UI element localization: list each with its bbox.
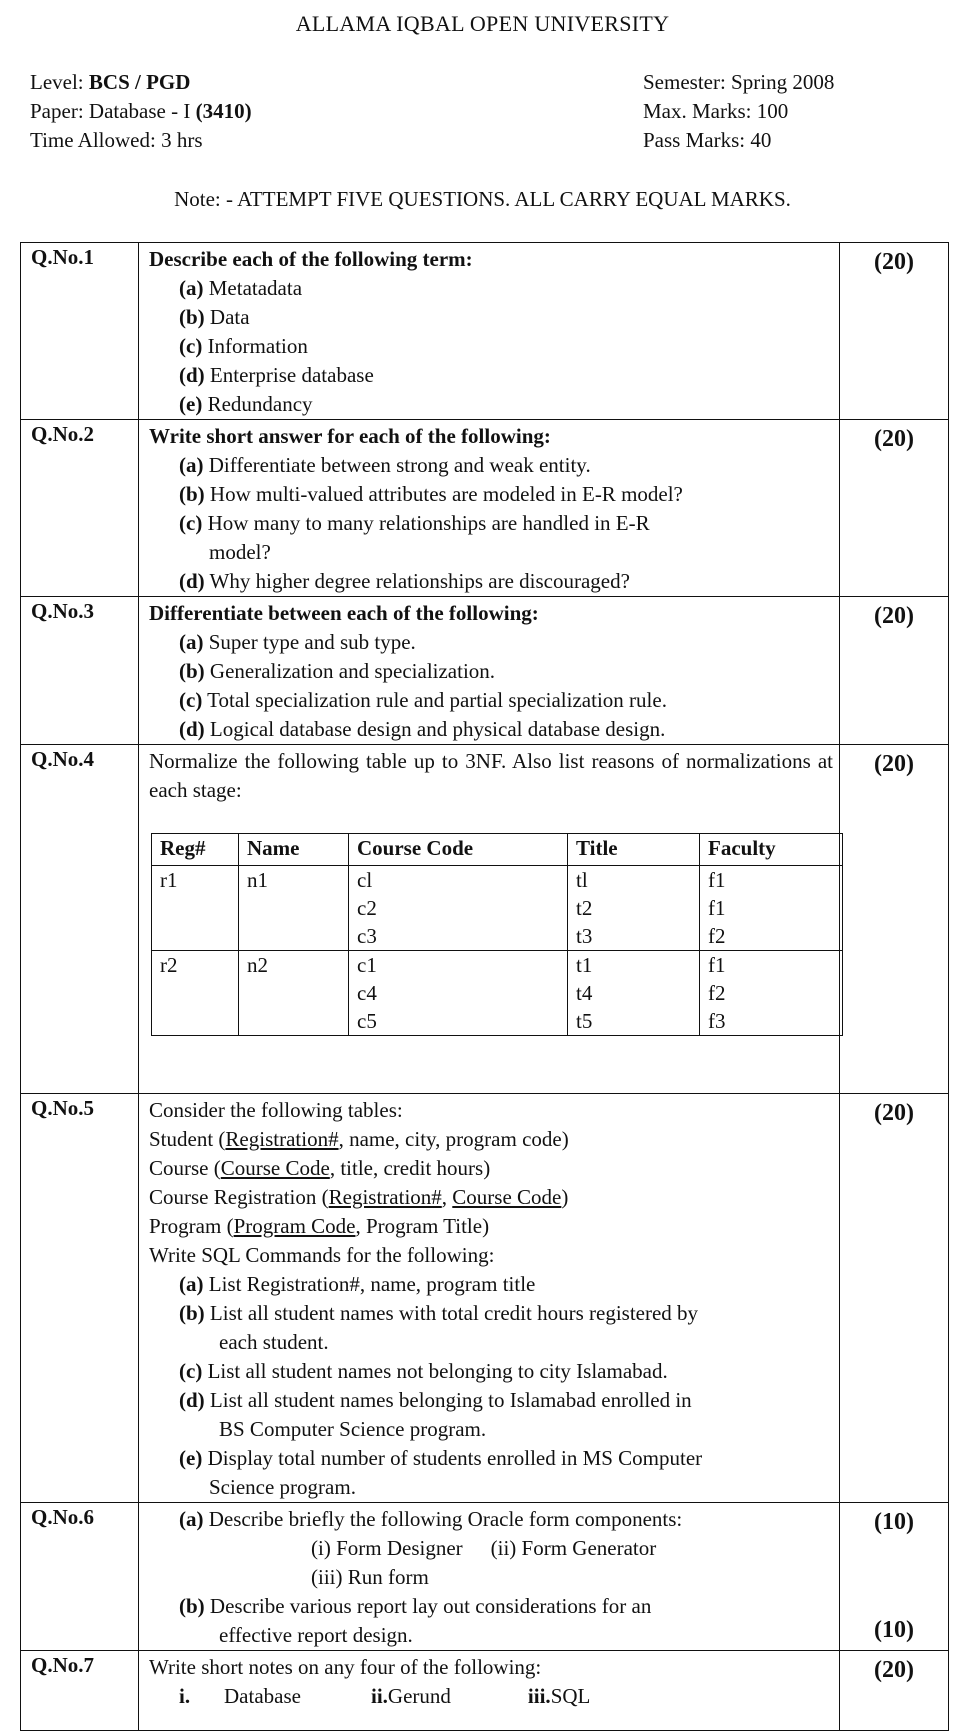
column-header: Name <box>239 834 349 866</box>
table-cell: n2 <box>239 951 349 980</box>
table-cell: f3 <box>700 1007 843 1036</box>
table-cell <box>239 894 349 922</box>
table-cell: f2 <box>700 979 843 1007</box>
question-number: Q.No.1 <box>21 243 139 420</box>
table-cell: t1 <box>568 951 700 980</box>
table-row <box>152 979 843 1007</box>
level-line: Level: BCS / PGD <box>30 70 191 94</box>
question-row-3 <box>21 597 949 745</box>
marks-part-a: (10) <box>874 1509 914 1535</box>
notes-options <box>149 1682 839 1711</box>
question-marks: (20) <box>840 1651 949 1731</box>
exam-meta-left <box>30 68 252 155</box>
paper-line: Paper: Database - I (3410) <box>30 99 252 123</box>
question-marks: (20) <box>840 597 949 745</box>
table-header-row <box>152 834 843 866</box>
marks-part-b: (10) <box>874 1617 914 1643</box>
semester-line: Semester: Spring 2008 <box>643 70 835 94</box>
table-cell: r1 <box>152 866 239 895</box>
column-header: Course Code <box>349 834 568 866</box>
option-text: Database <box>224 1684 301 1708</box>
question-body <box>139 1094 840 1503</box>
list-item-continuation: model? <box>209 540 271 564</box>
sub-items: (i) Form Designer (ii) Form Generator <box>311 1536 657 1560</box>
question-number: Q.No.4 <box>21 745 139 1094</box>
table-cell: c1 <box>349 951 568 980</box>
list-item: (c) List all student names not belonging to city Islamabad. <box>179 1359 668 1383</box>
list-item: (d) List all student names belonging to Islamabad enrolled in <box>179 1388 692 1412</box>
question-row-2 <box>21 420 949 597</box>
sub-item: (iii) Run form <box>311 1565 429 1589</box>
table-cell: tl <box>568 866 700 895</box>
table-row <box>152 951 843 980</box>
schema-course: Course (Course Code, title, credit hours) <box>149 1156 491 1180</box>
question-body <box>139 420 840 597</box>
list-item: (a) List Registration#, name, program title <box>179 1272 536 1296</box>
column-header: Title <box>568 834 700 866</box>
column-header: Reg# <box>152 834 239 866</box>
question-heading: Describe each of the following term: <box>149 247 473 271</box>
table-cell <box>152 979 239 1007</box>
table-cell <box>152 922 239 951</box>
question-marks: (20) <box>840 745 949 1094</box>
table-cell: f1 <box>700 866 843 895</box>
university-name: ALLAMA IQBAL OPEN UNIVERSITY <box>295 11 670 36</box>
table-cell <box>152 894 239 922</box>
list-item-continuation: Science program. <box>209 1475 356 1499</box>
question-row-7 <box>21 1651 949 1731</box>
questions-table <box>20 242 949 1731</box>
question-body <box>139 597 840 745</box>
question-heading: Differentiate between each of the following: <box>149 601 539 625</box>
table-cell <box>239 922 349 951</box>
sql-instruction: Write SQL Commands for the following: <box>149 1243 495 1267</box>
table-cell <box>152 1007 239 1036</box>
list-item-continuation: each student. <box>219 1330 329 1354</box>
list-item: (a) Super type and sub type. <box>179 630 416 654</box>
list-item: (b) Data <box>179 305 250 329</box>
list-item: (e) Display total number of students enrolled in MS Computer <box>179 1446 703 1470</box>
instructions-note: Note: - ATTEMPT FIVE QUESTIONS. ALL CARRY EQUAL MARKS. <box>174 187 791 211</box>
question-marks: (20) <box>840 1094 949 1503</box>
list-item: (d) Why higher degree relationships are discouraged? <box>179 569 630 593</box>
option-label: iii. <box>527 1684 551 1708</box>
question-number: Q.No.6 <box>21 1503 139 1651</box>
question-marks: (20) <box>840 420 949 597</box>
question-number: Q.No.7 <box>21 1651 139 1731</box>
table-cell: n1 <box>239 866 349 895</box>
option-label: ii. <box>371 1684 388 1708</box>
table-cell <box>239 1007 349 1036</box>
table-cell: t5 <box>568 1007 700 1036</box>
table-cell: t4 <box>568 979 700 1007</box>
question-body <box>139 745 840 1094</box>
list-item: (d) Logical database design and physical database design. <box>179 717 666 741</box>
list-item: (a) Describe briefly the following Oracle form components: <box>179 1507 683 1531</box>
time-line: Time Allowed: 3 hrs <box>30 128 203 152</box>
table-cell: c5 <box>349 1007 568 1036</box>
question-row-1 <box>21 243 949 420</box>
list-item: (d) Enterprise database <box>179 363 374 387</box>
question-number: Q.No.2 <box>21 420 139 597</box>
list-item-continuation: BS Computer Science program. <box>219 1417 487 1441</box>
list-item: (a) Differentiate between strong and weak entity. <box>179 453 591 477</box>
table-cell: c4 <box>349 979 568 1007</box>
column-header: Faculty <box>700 834 843 866</box>
question-row-4 <box>21 745 949 1094</box>
table-cell: f1 <box>700 894 843 922</box>
table-cell: c3 <box>349 922 568 951</box>
exam-meta-right <box>643 68 834 155</box>
table-row <box>152 922 843 951</box>
question-intro: Consider the following tables: <box>149 1098 403 1122</box>
option-text: SQL <box>550 1684 591 1708</box>
table-cell: cl <box>349 866 568 895</box>
question-number: Q.No.3 <box>21 597 139 745</box>
list-item: (c) Information <box>179 334 308 358</box>
table-cell: t3 <box>568 922 700 951</box>
table-cell: r2 <box>152 951 239 980</box>
option-text: Gerund <box>387 1684 451 1708</box>
list-item: (b) Generalization and specialization. <box>179 659 496 683</box>
question-number: Q.No.5 <box>21 1094 139 1503</box>
max-marks-line: Max. Marks: 100 <box>643 99 789 123</box>
schema-course-registration: Course Registration (Registration#, Course Code) <box>149 1185 569 1209</box>
normalization-table <box>151 833 843 1036</box>
table-cell: f2 <box>700 922 843 951</box>
list-item: (c) Total specialization rule and partial specialization rule. <box>179 688 667 712</box>
question-body <box>139 1651 840 1731</box>
table-cell: c2 <box>349 894 568 922</box>
table-row <box>152 894 843 922</box>
list-item-continuation: effective report design. <box>219 1623 413 1647</box>
question-marks: (20) <box>840 243 949 420</box>
list-item: (c) How many to many relationships are handled in E-R <box>179 511 650 535</box>
list-item: (b) Describe various report lay out considerations for an <box>179 1594 652 1618</box>
question-heading: Write short answer for each of the following: <box>149 424 551 448</box>
question-text: Write short notes on any four of the following: <box>149 1655 542 1679</box>
table-row <box>152 866 843 895</box>
pass-marks-line: Pass Marks: 40 <box>643 128 772 152</box>
table-cell: f1 <box>700 951 843 980</box>
schema-program: Program (Program Code, Program Title) <box>149 1214 490 1238</box>
list-item: (b) How multi-valued attributes are modeled in E-R model? <box>179 482 683 506</box>
schema-student: Student (Registration#, name, city, program code) <box>149 1127 569 1151</box>
question-marks <box>840 1503 949 1651</box>
option-label: i. <box>179 1684 191 1708</box>
table-row <box>152 1007 843 1036</box>
list-item: (b) List all student names with total credit hours registered by <box>179 1301 699 1325</box>
table-cell <box>239 979 349 1007</box>
table-cell: t2 <box>568 894 700 922</box>
question-row-5 <box>21 1094 949 1503</box>
list-item: (a) Metatadata <box>179 276 303 300</box>
list-item: (e) Redundancy <box>179 392 313 416</box>
question-body <box>139 243 840 420</box>
question-text: Normalize the following table up to 3NF. Also list reasons of normalizations at each stage: <box>149 749 833 802</box>
question-body <box>139 1503 840 1651</box>
question-row-6 <box>21 1503 949 1651</box>
